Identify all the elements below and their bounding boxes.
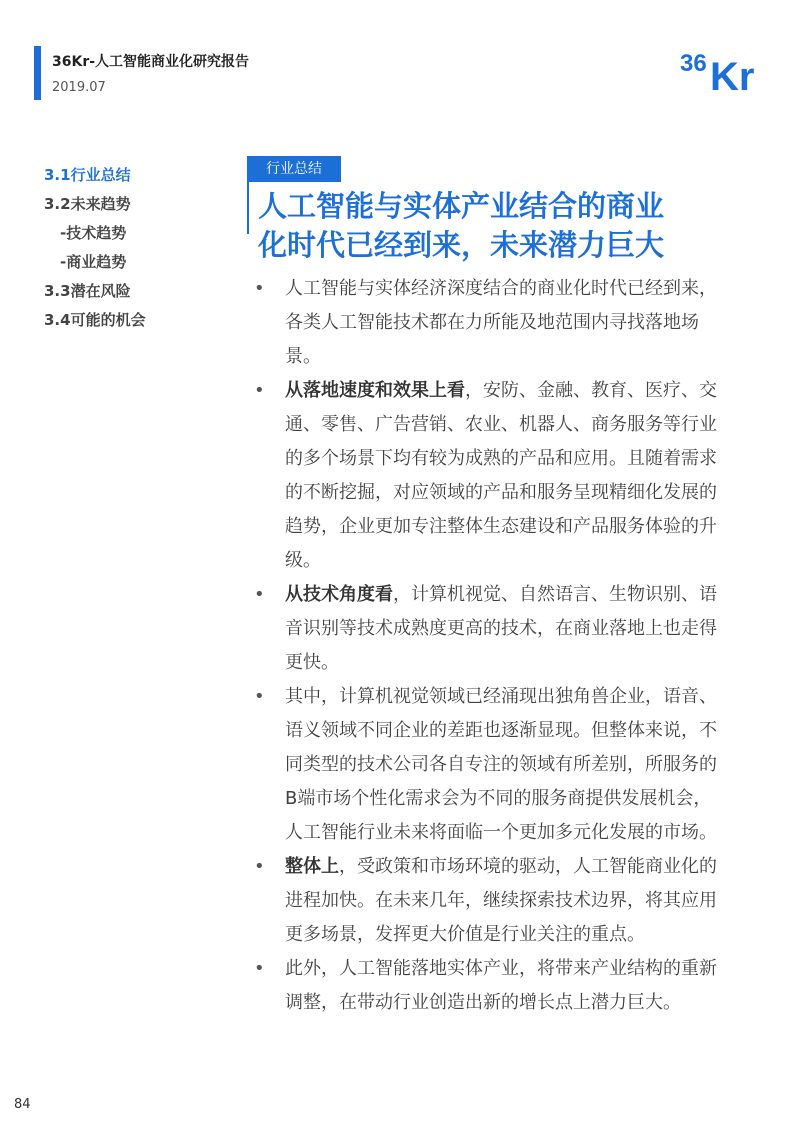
bullet-item [254,680,729,850]
toc-item-possible-opportunities[interactable]: 3.4可能的机会 [44,311,146,329]
bullet-text: 人工智能与实体经济深度结合的商业化时代已经到来，各类人工智能技术都在力所能及地范围内寻找落地场景。 [285,278,717,367]
section-tag-line [247,182,249,234]
bullet-bold-lead: 从技术角度看 [285,584,393,605]
toc-item-business-trends[interactable]: -商业趋势 [60,253,127,271]
logo-36-text: 36 [680,50,707,77]
bullet-item [254,850,729,952]
bullet-item [254,374,729,578]
bullet-text: 此外，人工智能落地实体产业，将带来产业结构的重新调整，在带动行业创造出新的增长点上潜力巨大。 [285,958,717,1013]
section-tag: 行业总结 [247,156,341,182]
toc-item-tech-trends[interactable]: -技术趋势 [60,224,127,242]
bullet-bold-lead: 整体上 [285,856,339,877]
bullet-list [254,272,729,1020]
bullet-text: ，安防、金融、教育、医疗、交通、零售、广告营销、农业、机器人、商务服务等行业的多个场景下均有较为成熟的产品和应用。且随着需求的不断挖掘，对应领域的产品和服务呈现精细化发展的趋势，企业更加专注整体生态建设和产品服务体验的升级。 [285,380,717,571]
report-title: 36Kr-人工智能商业化研究报告 [52,54,250,70]
bullet-item [254,272,729,374]
headline-line-2: 化时代已经到来，未来潜力巨大 [258,228,665,262]
toc-item-potential-risks[interactable]: 3.3潜在风险 [44,282,131,300]
toc-item-future-trends[interactable]: 3.2未来趋势 [44,195,131,213]
toc-item-industry-summary[interactable]: 3.1行业总结 [44,166,131,184]
page-number: 84 [14,1097,31,1112]
bullet-text: ，受政策和市场环境的驱动，人工智能商业化的进程加快。在未来几年，继续探索技术边界，将其应用更多场景，发挥更大价值是行业关注的重点。 [285,856,717,945]
logo-kr-text: Kr [710,55,755,96]
bullet-text: ，计算机视觉、自然语言、生物识别、语音识别等技术成熟度更高的技术，在商业落地上也走得更快。 [285,584,717,673]
bullet-item [254,952,729,1020]
36kr-logo [680,44,766,96]
bullet-bold-lead: 从落地速度和效果上看 [285,380,465,401]
headline-line-1: 人工智能与实体产业结合的商业 [258,189,665,223]
bullet-text: 其中，计算机视觉领域已经涌现出独角兽企业，语音、语义领域不同企业的差距也逐渐显现。但整体来说，不同类型的技术公司各自专注的领域有所差别，所服务的B端市场个性化需求会为不同的服务商提供发展机会，人工智能行业未来将面临一个更加多元化发展的市场。 [285,686,717,843]
table-of-contents [44,164,224,338]
report-date: 2019.07 [52,80,106,95]
page-headline [258,187,728,265]
bullet-item [254,578,729,680]
header-accent-bar [34,46,41,100]
